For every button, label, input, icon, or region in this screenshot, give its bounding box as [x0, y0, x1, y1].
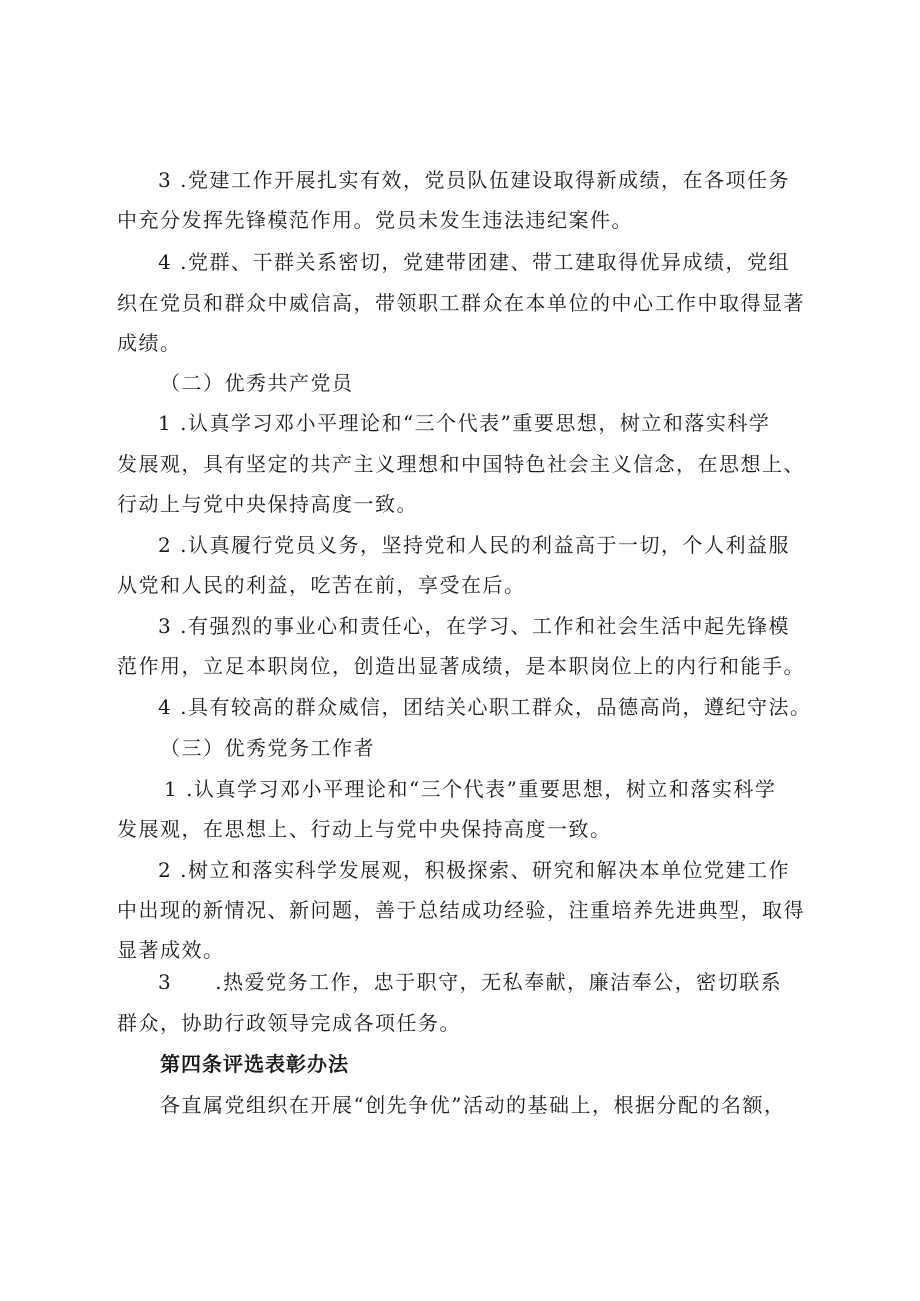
paragraph-line: 1 .认真学习邓小平理论和“三个代表”重要思想，树立和落实科学: [158, 411, 771, 435]
paragraph-line: 范作用，立足本职岗位，创造出显著成绩，是本职岗位上的内行和能手。: [117, 654, 805, 678]
section-heading: （三）优秀党务工作者: [160, 736, 375, 760]
paragraph-line: 3 .有强烈的事业心和责任心，在学习、工作和社会生活中起先锋模: [158, 614, 790, 638]
paragraph-line: 3 .党建工作开展扎实有效，党员队伍建设取得新成绩，在各项任务: [158, 168, 790, 192]
paragraph-line: 2 .认真履行党员义务，坚持党和人民的利益高于一切，个人利益服: [158, 533, 790, 557]
paragraph-line: 3 .热爱党务工作，忠于职守，无私奉献，廉洁奉公，密切联系: [158, 970, 783, 994]
section-heading: （二）优秀共产党员: [160, 371, 354, 395]
article-heading: 第四条评选表彰办法: [160, 1052, 349, 1076]
paragraph-line: 群众，协助行政领导完成各项任务。: [117, 1011, 461, 1035]
paragraph-line: 发展观，在思想上、行动上与党中央保持高度一致。: [117, 817, 612, 841]
paragraph-line: 织在党员和群众中威信高，带领职工群众在本单位的中心工作中取得显著: [117, 291, 805, 315]
paragraph-line: 发展观，具有坚定的共产主义理想和中国特色社会主义信念，在思想上、: [117, 452, 805, 476]
paragraph-line: 成绩。: [117, 331, 182, 355]
paragraph-line: 1 .认真学习邓小平理论和“三个代表”重要思想，树立和落实科学: [164, 777, 777, 801]
paragraph-line: 中充分发挥先锋模范作用。党员未发生违法违纪案件。: [117, 208, 633, 232]
paragraph-line: 从党和人民的利益，吃苦在前，享受在后。: [117, 573, 526, 597]
paragraph-line: 中出现的新情况、新问题，善于总结成功经验，注重培养先进典型，取得: [117, 898, 805, 922]
paragraph-line: 4 .党群、干群关系密切，党建带团建、带工建取得优异成绩，党组: [158, 250, 790, 274]
paragraph-line: 显著成效。: [117, 938, 225, 962]
paragraph-line: 4 .具有较高的群众威信，团结关心职工群众，品德高尚，遵纪守法。: [158, 695, 812, 719]
paragraph-line: 行动上与党中央保持高度一致。: [117, 492, 418, 516]
paragraph-line: 各直属党组织在开展“创先争优”活动的基础上，根据分配的名额，: [160, 1093, 786, 1117]
paragraph-line: 2 .树立和落实科学发展观，积极探索、研究和解决本单位党建工作: [158, 858, 790, 882]
